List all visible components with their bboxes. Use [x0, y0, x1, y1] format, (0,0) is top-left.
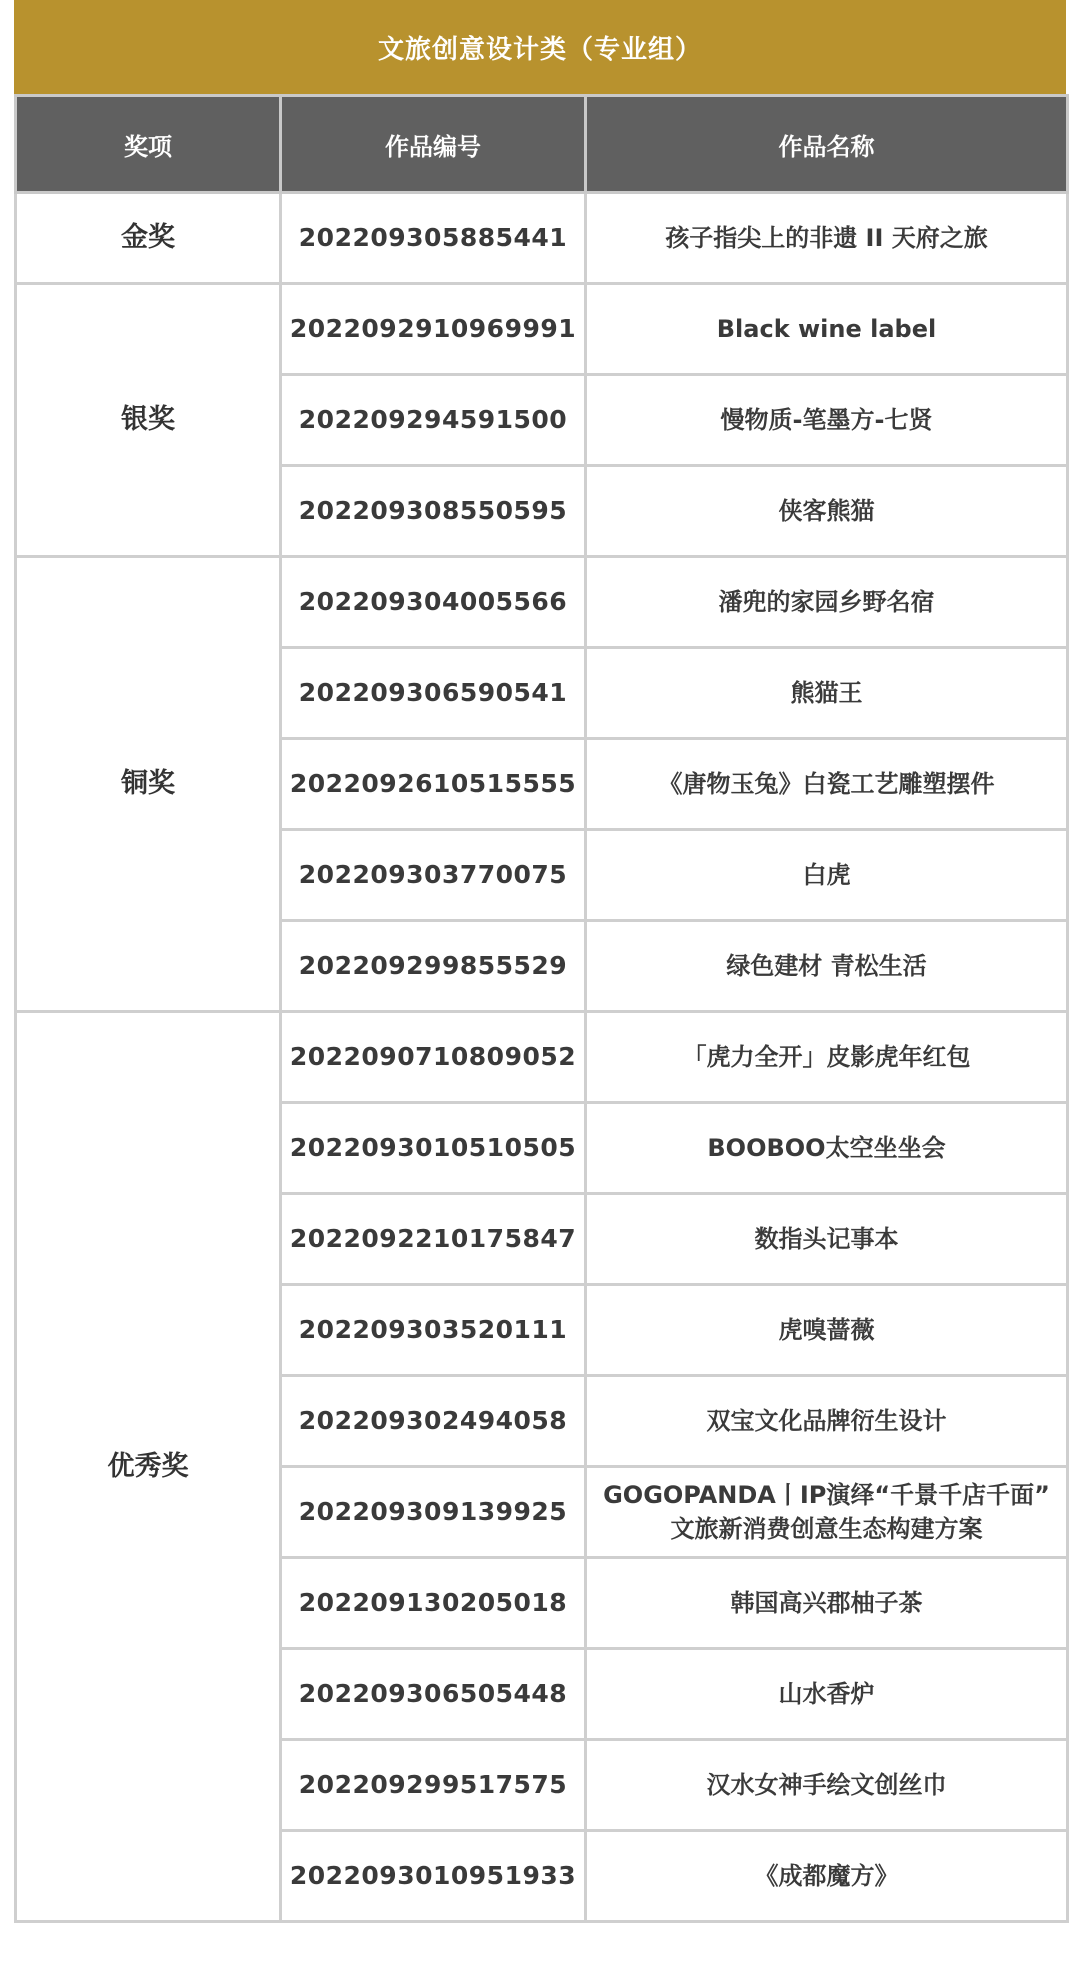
entry-number-cell: 2022093010951933 [281, 1831, 586, 1922]
entry-number-cell: 202209130205018 [281, 1558, 586, 1649]
entry-number-cell: 202209303770075 [281, 830, 586, 921]
entry-number-cell: 202209306505448 [281, 1649, 586, 1740]
award-cell: 铜奖 [16, 557, 281, 1012]
entry-name-cell: 虎嗅蔷薇 [586, 1285, 1068, 1376]
header-number: 作品编号 [281, 96, 586, 193]
award-cell: 优秀奖 [16, 1012, 281, 1922]
entry-name-cell: 潘兜的家园乡野名宿 [586, 557, 1068, 648]
entry-number-cell: 202209308550595 [281, 466, 586, 557]
entry-number-cell: 2022092210175847 [281, 1194, 586, 1285]
entry-name-cell: 韩国高兴郡柚子茶 [586, 1558, 1068, 1649]
awards-table [14, 94, 1069, 1923]
entry-name-cell: 熊猫王 [586, 648, 1068, 739]
entry-number-cell: 202209299517575 [281, 1740, 586, 1831]
entry-name-cell: 白虎 [586, 830, 1068, 921]
table-title: 文旅创意设计类（专业组） [14, 0, 1066, 94]
entry-name-cell: GOGOPANDA丨IP演绎“千景千店千面” 文旅新消费创意生态构建方案 [586, 1467, 1068, 1558]
entry-number-cell: 2022093010510505 [281, 1103, 586, 1194]
entry-name-cell: 孩子指尖上的非遗 II 天府之旅 [586, 193, 1068, 284]
table-body [16, 193, 1068, 1922]
table-row [16, 193, 1068, 284]
table-row [16, 284, 1068, 375]
entry-number-cell: 202209304005566 [281, 557, 586, 648]
entry-name-cell: 山水香炉 [586, 1649, 1068, 1740]
entry-number-cell: 202209309139925 [281, 1467, 586, 1558]
entry-number-cell: 202209294591500 [281, 375, 586, 466]
header-name: 作品名称 [586, 96, 1068, 193]
entry-name-cell: 「虎力全开」皮影虎年红包 [586, 1012, 1068, 1103]
header-row [16, 96, 1068, 193]
award-cell: 金奖 [16, 193, 281, 284]
entry-name-cell: 绿色建材 青松生活 [586, 921, 1068, 1012]
entry-number-cell: 202209302494058 [281, 1376, 586, 1467]
entry-number-cell: 202209306590541 [281, 648, 586, 739]
entry-name-cell: 双宝文化品牌衍生设计 [586, 1376, 1068, 1467]
entry-name-cell: 数指头记事本 [586, 1194, 1068, 1285]
entry-name-cell: 汉水女神手绘文创丝巾 [586, 1740, 1068, 1831]
entry-name-cell: Black wine label [586, 284, 1068, 375]
entry-name-cell: 侠客熊猫 [586, 466, 1068, 557]
entry-name-cell: 《成都魔方》 [586, 1831, 1068, 1922]
entry-number-cell: 202209299855529 [281, 921, 586, 1012]
entry-name-cell: 慢物质-笔墨方-七贤 [586, 375, 1068, 466]
entry-number-cell: 2022092610515555 [281, 739, 586, 830]
entry-number-cell: 202209305885441 [281, 193, 586, 284]
table-row [16, 1012, 1068, 1103]
entry-name-cell: 《唐物玉兔》白瓷工艺雕塑摆件 [586, 739, 1068, 830]
entry-number-cell: 2022090710809052 [281, 1012, 586, 1103]
entry-name-cell: BOOBOO太空坐坐会 [586, 1103, 1068, 1194]
table-row [16, 557, 1068, 648]
header-award: 奖项 [16, 96, 281, 193]
award-cell: 银奖 [16, 284, 281, 557]
entry-number-cell: 202209291096999​1 [281, 284, 586, 375]
entry-number-cell: 202209303520111 [281, 1285, 586, 1376]
